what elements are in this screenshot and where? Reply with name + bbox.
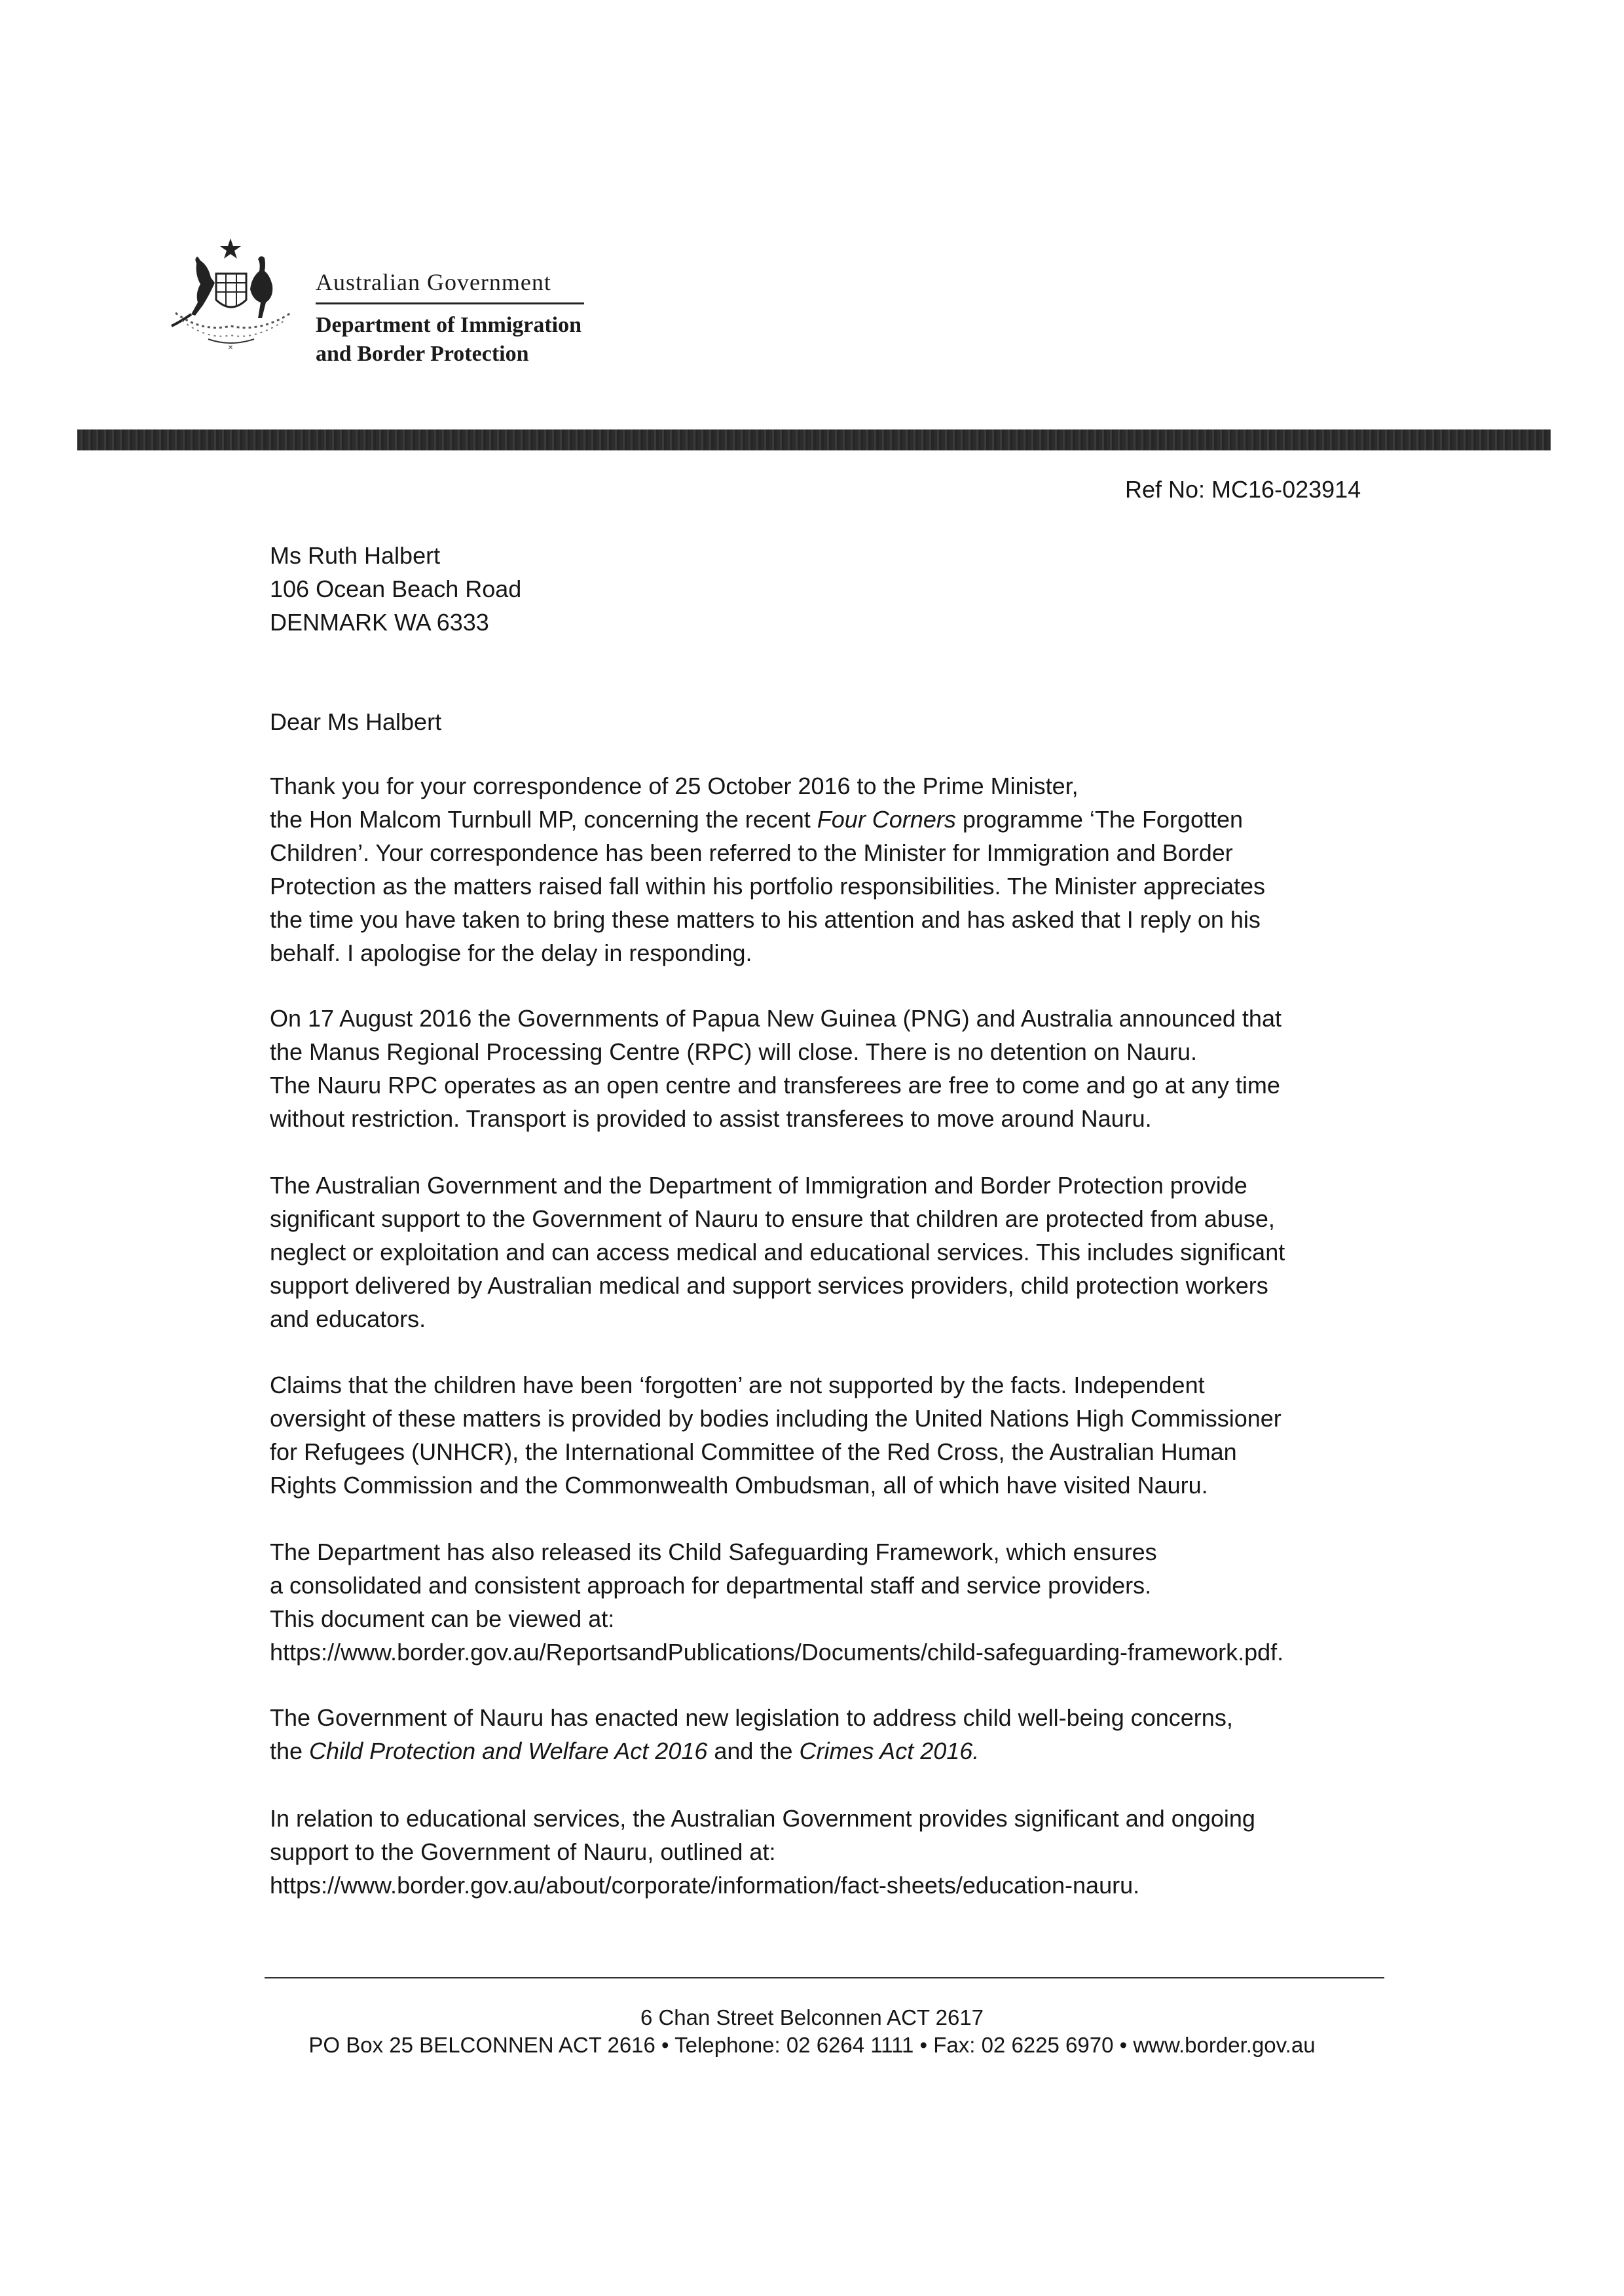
paragraph-7	[270, 1802, 1255, 1902]
framework-url: https://www.border.gov.au/ReportsandPublications/Documents/child-safeguarding-framework.pdf.	[270, 1639, 1284, 1666]
paragraph-4	[270, 1368, 1282, 1502]
text-run: the	[270, 1738, 310, 1764]
department-name-line-2: and Border Protection	[316, 342, 529, 366]
paragraph-line: significant support to the Government of Nauru to ensure that children are protected from abuse,	[270, 1205, 1275, 1232]
paragraph-line: Claims that the children have been ‘forgotten’ are not supported by the facts. Independent	[270, 1372, 1205, 1398]
paragraph-5	[270, 1535, 1283, 1669]
paragraph-line: neglect or exploitation and can access medical and educational services. This includes significant	[270, 1239, 1285, 1266]
paragraph-line: The Nauru RPC operates as an open centre and transferees are free to come and go at any time	[270, 1072, 1280, 1099]
act-title: Crimes Act 2016.	[799, 1738, 980, 1764]
act-title: Child Protection and Welfare Act 2016	[309, 1738, 708, 1764]
paragraph-1	[270, 769, 1265, 970]
paragraph-line: In relation to educational services, the Australian Government provides significant and ongoing	[270, 1805, 1255, 1832]
paragraph-line: The Australian Government and the Department of Immigration and Border Protection provide	[270, 1172, 1247, 1199]
recipient-town: DENMARK WA 6333	[270, 609, 489, 636]
letterhead-divider	[316, 302, 584, 304]
paragraph-3	[270, 1169, 1285, 1336]
paragraph-line: The Government of Nauru has enacted new legislation to address child well-being concerns,	[270, 1704, 1233, 1731]
paragraph-line: a consolidated and consistent approach for departmental staff and service providers.	[270, 1572, 1152, 1599]
paragraph-line: the time you have taken to bring these matters to his attention and has asked that I reply on his	[270, 906, 1261, 933]
paragraph-line: Children’. Your correspondence has been referred to the Minister for Immigration and Border	[270, 839, 1233, 866]
paragraph-line: On 17 August 2016 the Governments of Papua New Guinea (PNG) and Australia announced that	[270, 1005, 1282, 1032]
text-run: the Hon Malcom Turnbull MP, concerning the recent	[270, 806, 817, 833]
footer-address: 6 Chan Street Belconnen ACT 2617	[640, 2005, 984, 2030]
paragraph-line: support to the Government of Nauru, outlined at:	[270, 1838, 776, 1865]
coat-of-arms-icon	[162, 234, 305, 351]
paragraph-line	[270, 1734, 1233, 1768]
paragraph-line: and educators.	[270, 1305, 426, 1332]
text-run: programme ‘The Forgotten	[955, 806, 1244, 833]
paragraph-line: Rights Commission and the Commonwealth Ombudsman, all of which have visited Nauru.	[270, 1472, 1208, 1499]
footer-divider	[265, 1977, 1384, 1978]
paragraph-line: Protection as the matters raised fall within his portfolio responsibilities. The Minister appreciates	[270, 873, 1266, 900]
salutation: Dear Ms Halbert	[270, 708, 442, 735]
svg-text:✕: ✕	[227, 344, 234, 351]
paragraph-line: oversight of these matters is provided by bodies including the United Nations High Commissioner	[270, 1405, 1282, 1432]
education-url: https://www.border.gov.au/about/corporate/information/fact-sheets/education-nauru.	[270, 1872, 1140, 1899]
recipient-address	[270, 539, 521, 639]
reference-number: Ref No: MC16-023914	[1125, 476, 1361, 503]
paragraph-line: behalf. I apologise for the delay in responding.	[270, 939, 752, 966]
paragraph-line: without restriction. Transport is provided to assist transferees to move around Nauru.	[270, 1105, 1152, 1132]
paragraph-6	[270, 1701, 1233, 1768]
paragraph-line: This document can be viewed at:	[270, 1605, 615, 1632]
paragraph-line: support delivered by Australian medical and support services providers, child protection workers	[270, 1272, 1268, 1299]
paragraph-2	[270, 1002, 1282, 1135]
paragraph-line: The Department has also released its Child Safeguarding Framework, which ensures	[270, 1539, 1157, 1565]
recipient-street: 106 Ocean Beach Road	[270, 575, 522, 602]
header-bar	[77, 429, 1551, 450]
footer-contact: PO Box 25 BELCONNEN ACT 2616 • Telephone: 02 6264 1111 • Fax: 02 6225 6970 • www.border.gov.au	[308, 2033, 1316, 2057]
department-name-line-1: Department of Immigration	[316, 313, 582, 337]
recipient-name: Ms Ruth Halbert	[270, 542, 441, 569]
text-run: and the	[707, 1738, 800, 1764]
paragraph-line	[270, 803, 1265, 836]
government-name: Australian Government	[316, 269, 551, 295]
paragraph-line: Thank you for your correspondence of 25 October 2016 to the Prime Minister,	[270, 773, 1079, 799]
programme-title: Four Corners	[817, 806, 956, 833]
paragraph-line: the Manus Regional Processing Centre (RPC) will close. There is no detention on Nauru.	[270, 1038, 1198, 1065]
paragraph-line: for Refugees (UNHCR), the International Committee of the Red Cross, the Australian Human	[270, 1438, 1237, 1465]
